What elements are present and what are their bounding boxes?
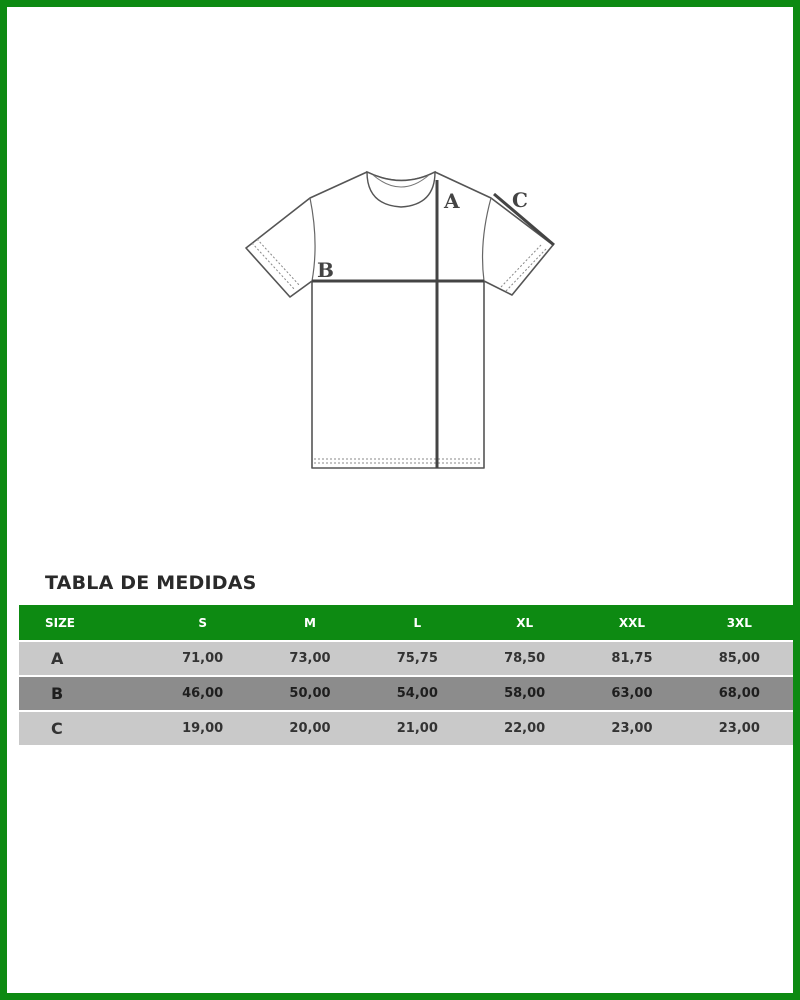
header-size: SIZE	[19, 605, 149, 641]
table-row	[19, 641, 793, 676]
table-cell: 46,00	[149, 676, 256, 711]
table-cell: 21,00	[364, 711, 471, 745]
table-cell: 63,00	[578, 676, 685, 711]
tshirt-diagram	[7, 7, 800, 527]
row-label: C	[19, 711, 149, 745]
table-cell: 22,00	[471, 711, 578, 745]
table-cell: 85,00	[686, 641, 793, 676]
table-cell: 23,00	[578, 711, 685, 745]
header-3xl: 3XL	[686, 605, 793, 641]
header-xl: XL	[471, 605, 578, 641]
tshirt-outline	[246, 172, 553, 468]
table-cell: 19,00	[149, 711, 256, 745]
size-table	[19, 605, 793, 745]
header-xxl: XXL	[578, 605, 685, 641]
size-table-header	[19, 605, 793, 641]
table-cell: 54,00	[364, 676, 471, 711]
table-row	[19, 711, 793, 745]
size-table-title: TABLA DE MEDIDAS	[45, 572, 257, 594]
table-cell: 81,75	[578, 641, 685, 676]
row-label: B	[19, 676, 149, 711]
table-cell: 75,75	[364, 641, 471, 676]
table-cell: 73,00	[256, 641, 363, 676]
table-row	[19, 676, 793, 711]
table-cell: 50,00	[256, 676, 363, 711]
table-cell: 58,00	[471, 676, 578, 711]
measure-label-b: B	[317, 258, 334, 282]
header-m: M	[256, 605, 363, 641]
header-s: S	[149, 605, 256, 641]
row-label: A	[19, 641, 149, 676]
measure-label-c: C	[512, 188, 528, 212]
measure-label-a: A	[444, 189, 460, 213]
table-cell: 78,50	[471, 641, 578, 676]
table-cell: 68,00	[686, 676, 793, 711]
header-l: L	[364, 605, 471, 641]
table-cell: 23,00	[686, 711, 793, 745]
table-cell: 20,00	[256, 711, 363, 745]
table-cell: 71,00	[149, 641, 256, 676]
